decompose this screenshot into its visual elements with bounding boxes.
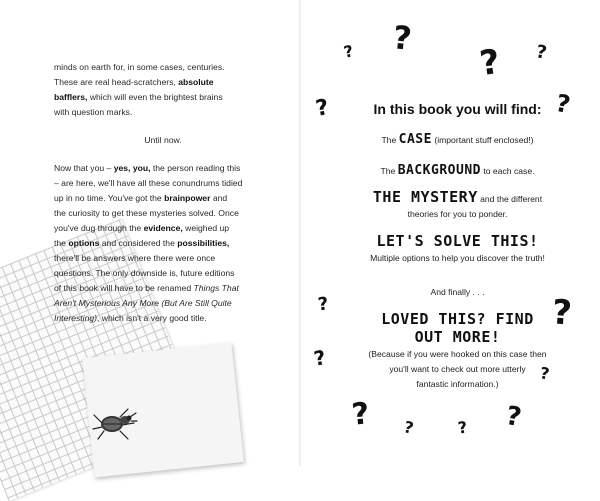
and-finally: And finally . . . — [430, 287, 485, 297]
text-line: theories for you to ponder. — [407, 209, 508, 219]
question-mark-icon: ? — [401, 417, 416, 438]
text-line: Multiple options to help you discover the truth! — [370, 253, 545, 263]
question-mark-icon: ? — [534, 41, 549, 64]
text-line: of this book will have to be renamed — [54, 283, 194, 293]
question-mark-icon: ? — [312, 345, 328, 371]
text-line: with question marks. — [54, 107, 133, 117]
contents-heading: In this book you will find: — [373, 101, 542, 117]
text-line: and considered the — [99, 238, 178, 248]
question-mark-icon: ? — [550, 292, 574, 334]
stencil-heading: OUT MORE! — [414, 328, 501, 346]
stencil-heading: LOVED THIS? FIND — [381, 310, 534, 328]
loved-description — [350, 347, 565, 392]
text-line: you've dug through the — [54, 223, 144, 233]
question-mark-icon: ? — [391, 18, 414, 58]
text-line: and the different — [477, 194, 543, 204]
text-line: and — [210, 193, 228, 203]
solve-block — [350, 234, 565, 266]
page-gutter — [299, 0, 301, 466]
left-page-text — [54, 60, 272, 326]
case-line — [350, 132, 565, 148]
intro-paragraph — [54, 60, 272, 120]
question-mark-icon: ? — [538, 363, 551, 384]
question-mark-icon: ? — [313, 95, 331, 122]
question-mark-icon: ? — [553, 88, 573, 120]
text-line: fantastic information.) — [416, 379, 499, 389]
text-line: Now that you – — [54, 163, 114, 173]
text-line: (important stuff enclosed!) — [431, 135, 534, 145]
text-line: The — [380, 166, 398, 176]
bold-term: yes, you, — [113, 163, 151, 173]
text-line: The — [381, 135, 399, 145]
italic-title: Interesting) — [54, 313, 97, 323]
italic-title: Things That — [193, 283, 239, 293]
stencil-heading: CASE — [398, 132, 432, 147]
text-line: the person reading this — [150, 163, 241, 173]
background-line — [350, 163, 565, 179]
beetle-illustration — [90, 403, 138, 443]
text-line: (Because if you were hooked on this case then — [368, 349, 547, 359]
bold-term: absolute — [178, 77, 214, 87]
text-line: – are here, we'll have all these conundrums tidied — [54, 178, 243, 188]
text-line: questions. The only downside is, future editions — [54, 268, 235, 278]
question-mark-icon: ? — [456, 417, 469, 438]
italic-title: Aren't Mysterious Any More (But Are Still Quite — [54, 298, 232, 308]
body-paragraph — [54, 161, 272, 326]
question-mark-icon: ? — [342, 41, 356, 62]
loved-block — [350, 311, 565, 347]
mystery-block — [350, 190, 565, 222]
question-mark-icon: ? — [316, 293, 330, 316]
text-line: These are real head-scratchers, — [54, 77, 179, 87]
bold-term: brainpower — [164, 193, 211, 203]
stencil-heading: LET'S SOLVE THIS! — [376, 232, 539, 250]
question-mark-icon: ? — [350, 396, 372, 433]
question-mark-icon: ? — [503, 400, 524, 434]
bold-term: bafflers, — [54, 92, 88, 102]
bold-term: possibilities, — [177, 238, 230, 248]
stencil-heading: THE MYSTERY — [372, 188, 478, 206]
text-line: minds on earth for, in some cases, centuries. — [54, 62, 225, 72]
text-line: you'll want to check out more utterly — [389, 364, 526, 374]
text-line: the — [54, 238, 69, 248]
text-line: to each case. — [480, 166, 535, 176]
question-mark-icon: ? — [477, 41, 503, 85]
text-line: up in no time. You've got the — [54, 193, 165, 203]
until-now: Until now. — [144, 135, 182, 145]
text-line: which will even the brightest brains — [87, 92, 223, 102]
bold-term: options — [68, 238, 100, 248]
text-line: there'll be answers where there were once — [54, 253, 216, 263]
text-line: weighed up — [182, 223, 230, 233]
stencil-heading: BACKGROUND — [397, 163, 481, 178]
text-line: the curiosity to get these mysteries solved. Once — [54, 208, 239, 218]
text-line: , which isn't a very good title. — [97, 313, 207, 323]
bold-term: evidence, — [143, 223, 183, 233]
